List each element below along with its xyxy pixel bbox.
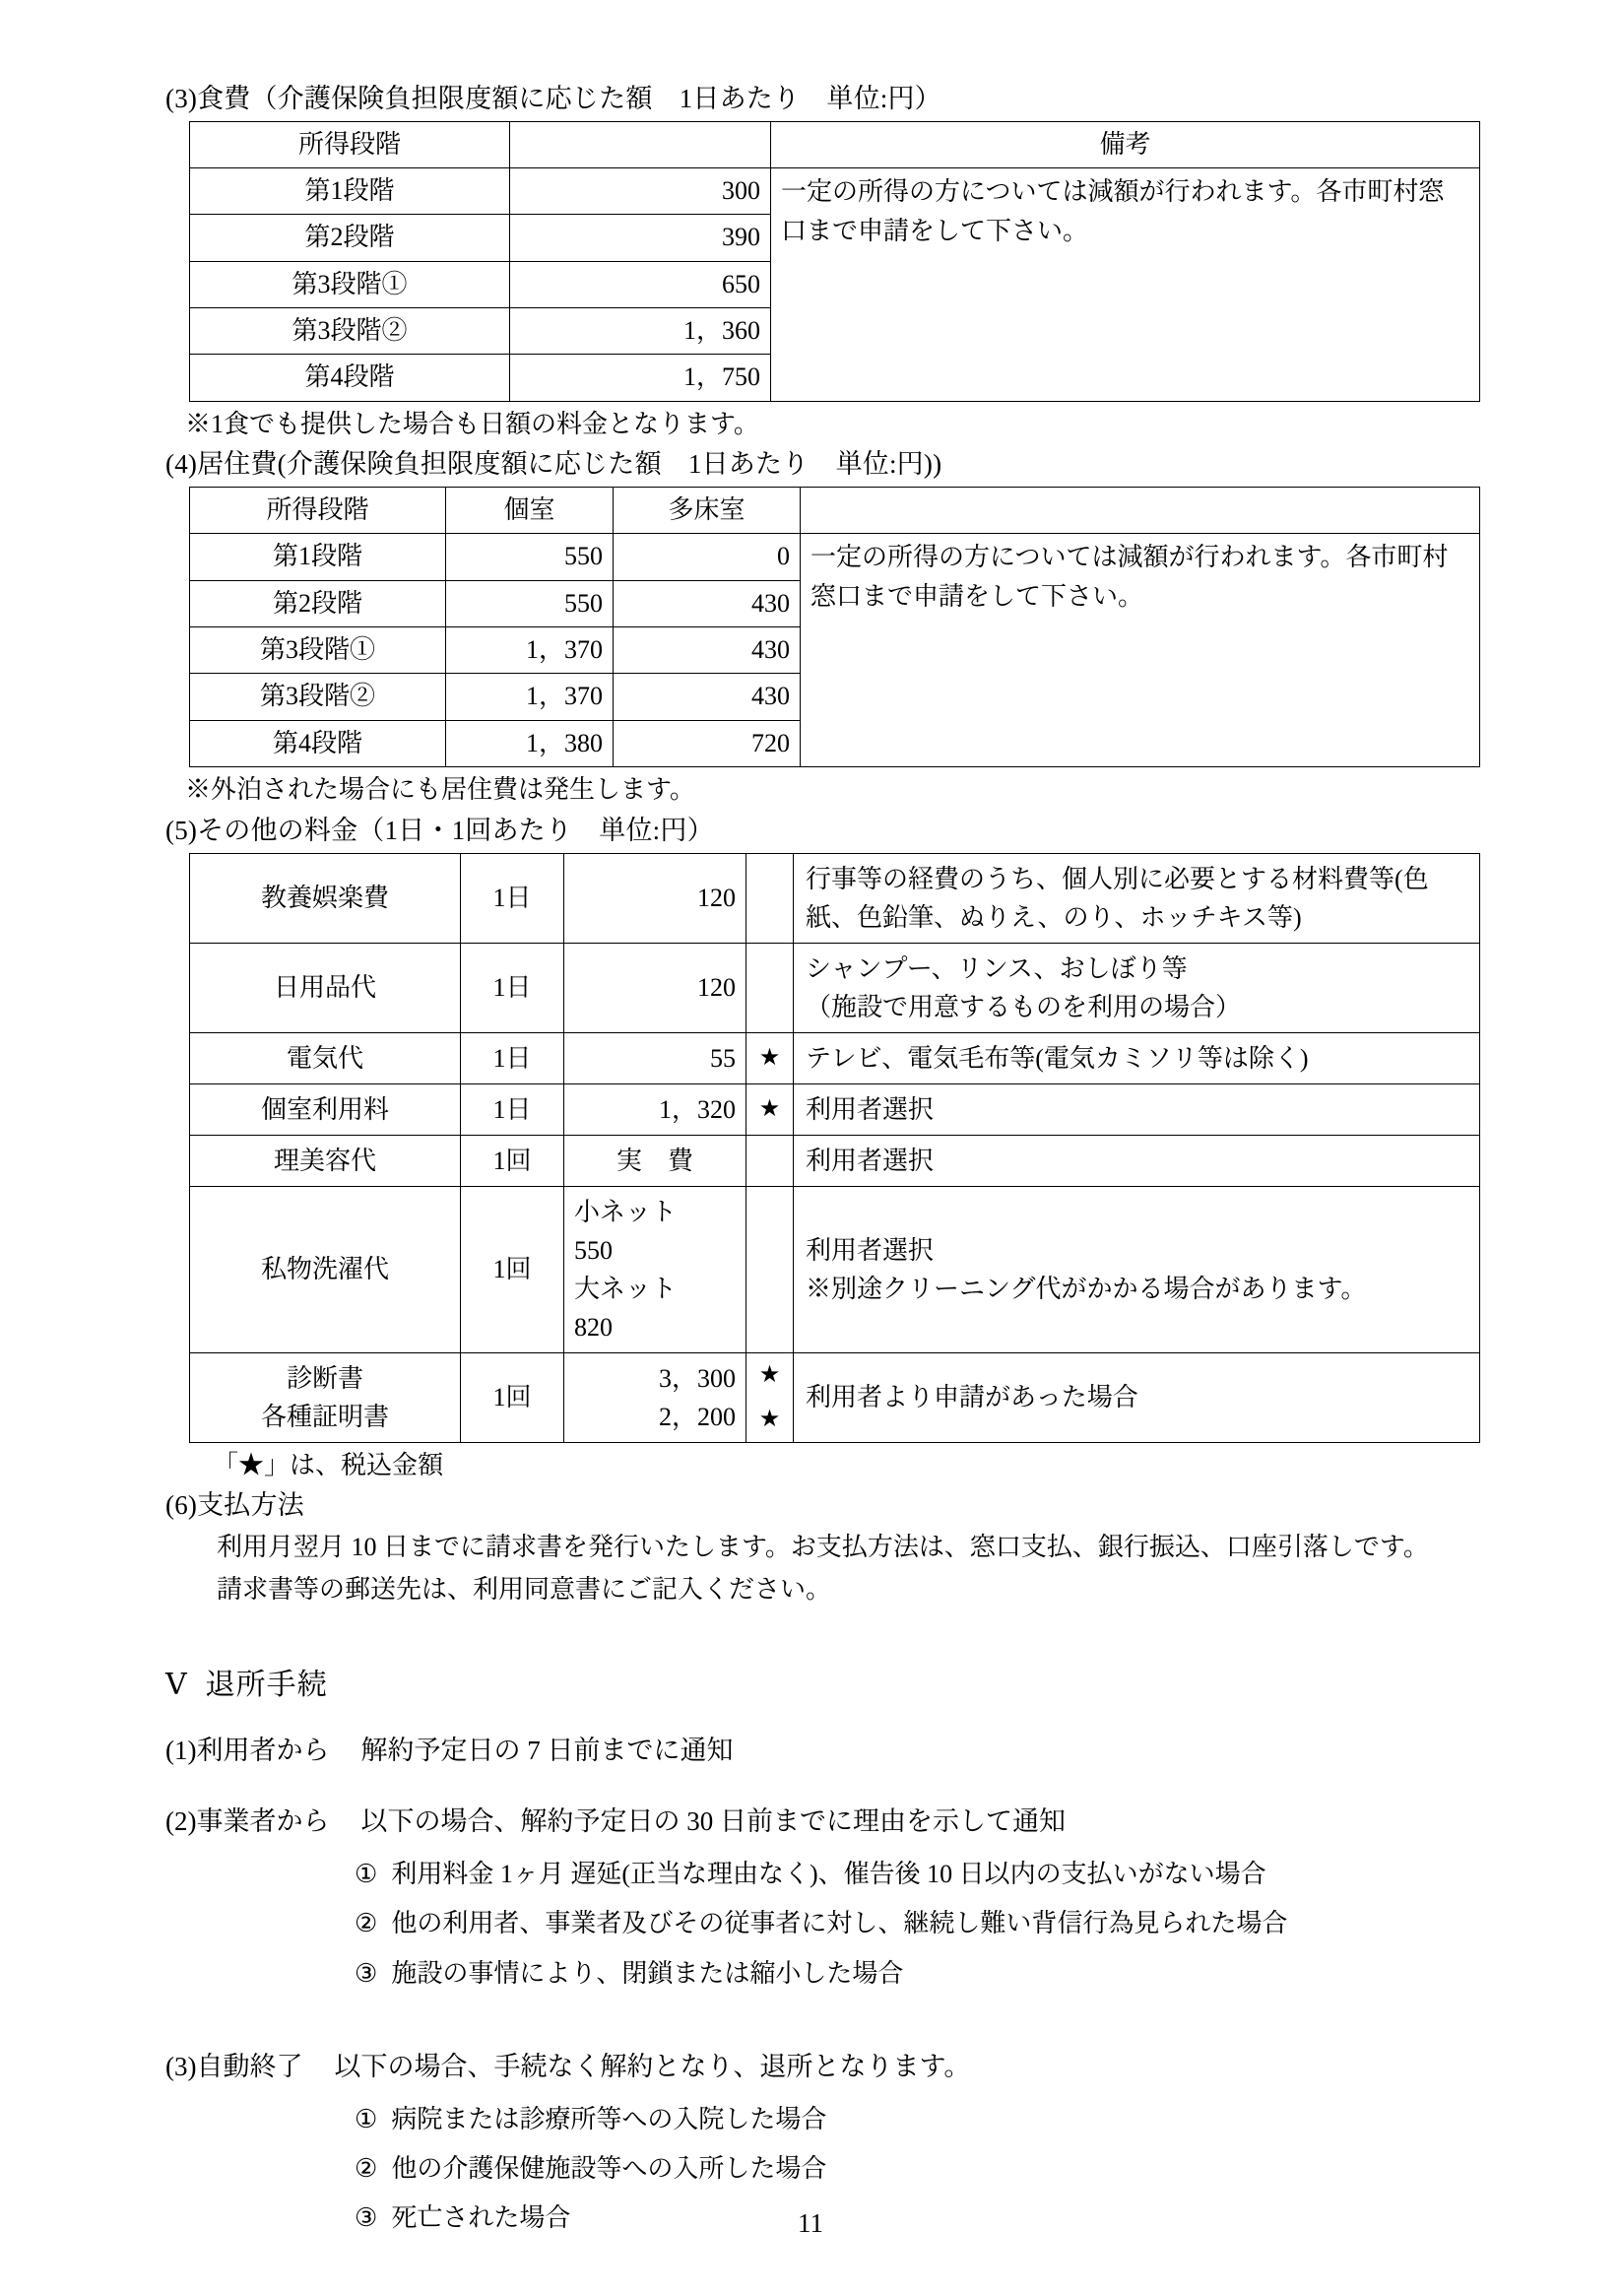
section-residence-heading: (4)居住費(介護保険負担限度額に応じた額 1日あたり 単位:円)) — [165, 449, 942, 480]
item-name: 私物洗濯代 — [190, 1186, 461, 1352]
private-room-amount: 1，380 — [446, 720, 614, 766]
description-line: 利用者選択 — [806, 1235, 935, 1265]
description-line: ※別途クリーニング代がかかる場合があります。 — [806, 1274, 1367, 1303]
column-header-private-room: 個室 — [446, 488, 614, 534]
item-name: 診断書 — [190, 1352, 461, 1398]
table-row-laundry — [190, 1186, 1480, 1352]
table-row — [190, 1083, 1480, 1135]
item-unit: 1日 — [461, 943, 564, 1032]
other-footnote: 「★」は、税込金額 — [213, 1450, 444, 1479]
column-header-income-stage: 所得段階 — [190, 121, 510, 167]
column-header-income-stage: 所得段階 — [190, 488, 446, 534]
item-description — [794, 1186, 1480, 1352]
item-description — [794, 853, 1480, 943]
discharge-from-provider-text: 以下の場合、解約予定日の 30 日前までに理由を示して通知 — [360, 1805, 1066, 1836]
discharge-section-title — [165, 1660, 1493, 1703]
amount: 1，750 — [510, 355, 771, 401]
residence-fee-table — [189, 487, 1480, 767]
item-amount: 3，300 — [564, 1352, 746, 1398]
item-name: 日用品代 — [190, 943, 461, 1032]
column-header-shared-room: 多床室 — [614, 488, 801, 534]
column-header-amount — [510, 121, 771, 167]
column-header-remarks: 備考 — [771, 121, 1480, 167]
item-name: 理美容代 — [190, 1135, 461, 1186]
section-title-text: 退所手続 — [205, 1669, 328, 1702]
income-stage: 第3段階② — [190, 308, 510, 355]
shared-room-amount: 430 — [614, 580, 801, 626]
description-line: 行事等の経費のうち、個人別に必要とする材料費等(色 — [806, 864, 1429, 893]
item-name: 各種証明書 — [190, 1398, 461, 1443]
shared-room-amount: 430 — [614, 627, 801, 674]
payment-line-1: 利用月翌月 10 日までに請求書を発行いたします。お支払方法は、窓口支払、銀行振込、口座引落しです。 — [217, 1533, 1429, 1562]
list-item-text: 他の利用者、事業者及びその従事者に対し、継続し難い背信行為見られた場合 — [391, 1909, 1288, 1938]
tax-included-star: ★ — [746, 1083, 794, 1135]
list-item-text: 施設の事情により、閉鎖または縮小した場合 — [391, 1958, 904, 1988]
list-item — [355, 1906, 1493, 1941]
list-item-text: 他の介護保健施設等への入所した場合 — [391, 2154, 827, 2184]
item-description: 利用者選択 — [794, 1083, 1480, 1135]
table-row — [190, 534, 1480, 580]
discharge-from-provider — [165, 1804, 1493, 1841]
item-unit: 1回 — [461, 1352, 564, 1442]
table-row — [190, 1135, 1480, 1186]
discharge-auto-termination — [165, 2049, 1493, 2086]
item-amount: 120 — [564, 853, 746, 943]
item-unit: 1回 — [461, 1135, 564, 1186]
description-line: （施設で用意するものを利用の場合） — [806, 992, 1242, 1021]
amount-line: 小ネット 550 — [574, 1197, 703, 1265]
section-food-heading: (3)食費（介護保険負担限度額に応じた額 1日あたり 単位:円） — [165, 84, 941, 113]
shared-room-amount: 720 — [614, 720, 801, 766]
income-stage: 第1段階 — [190, 168, 510, 215]
item-amount: 120 — [564, 943, 746, 1032]
income-stage: 第2段階 — [190, 215, 510, 261]
item-unit: 1日 — [461, 1032, 564, 1083]
tax-included-star — [746, 943, 794, 1032]
amount: 300 — [510, 168, 771, 215]
auto-termination-text: 以下の場合、手続なく解約となり、退所となります。 — [334, 2051, 971, 2081]
discharge-from-user — [165, 1733, 1493, 1770]
income-stage: 第4段階 — [190, 720, 446, 766]
list-item-text: 病院または診療所等への入院した場合 — [391, 2104, 827, 2133]
discharge-from-user-label: (1)利用者から — [165, 1736, 330, 1766]
residence-footnote: ※外泊された場合にも居住費は発生します。 — [185, 775, 695, 805]
table-row-certificate — [190, 1352, 1480, 1398]
section-numeral: Ⅴ — [165, 1669, 188, 1702]
item-description: 利用者選択 — [794, 1135, 1480, 1186]
item-amount: 1，320 — [564, 1083, 746, 1135]
item-unit: 1日 — [461, 853, 564, 943]
shared-room-amount: 430 — [614, 674, 801, 720]
list-item — [355, 2102, 1493, 2137]
page-number: 11 — [798, 2208, 823, 2238]
description-line: シャンプー、リンス、おしぼり等 — [806, 953, 1188, 983]
list-marker: ③ — [355, 2203, 378, 2233]
list-item — [355, 2151, 1493, 2187]
list-item — [355, 1857, 1493, 1892]
food-fee-table — [189, 121, 1480, 402]
private-room-amount: 1，370 — [446, 627, 614, 674]
amount: 650 — [510, 261, 771, 307]
table-row — [190, 853, 1480, 943]
item-unit: 1回 — [461, 1186, 564, 1352]
item-unit: 1日 — [461, 1083, 564, 1135]
payment-line-2: 請求書等の郵送先は、利用同意書にご記入ください。 — [217, 1575, 832, 1605]
remarks-cell: 一定の所得の方については減額が行われます。各市町村窓口まで申請をして下さい。 — [801, 534, 1480, 767]
discharge-from-provider-label: (2)事業者から — [165, 1805, 330, 1836]
table-row — [190, 943, 1480, 1032]
list-marker: ① — [355, 2104, 378, 2133]
item-amount: 55 — [564, 1032, 746, 1083]
tax-included-star: ★ — [746, 1032, 794, 1083]
private-room-amount: 550 — [446, 580, 614, 626]
table-header-row — [190, 121, 1480, 167]
list-item-text: 利用料金 1ヶ月 遅延(正当な理由なく)、催告後 10 日以内の支払いがない場合 — [391, 1859, 1266, 1888]
income-stage: 第3段階② — [190, 674, 446, 720]
spacer — [165, 2005, 1493, 2049]
income-stage: 第3段階① — [190, 261, 510, 307]
item-name: 教養娯楽費 — [190, 853, 461, 943]
section-other-heading: (5)その他の料金（1日・1回あたり 単位:円） — [165, 815, 714, 845]
item-description — [794, 943, 1480, 1032]
item-name: 電気代 — [190, 1032, 461, 1083]
item-amount — [564, 1186, 746, 1352]
income-stage: 第4段階 — [190, 355, 510, 401]
income-stage: 第3段階① — [190, 627, 446, 674]
discharge-from-user-text: 解約予定日の 7 日前までに通知 — [360, 1736, 734, 1766]
amount: 1，360 — [510, 308, 771, 355]
other-fee-table — [189, 853, 1480, 1443]
remarks-cell: 一定の所得の方については減額が行われます。各市町村窓口まで申請をして下さい。 — [771, 168, 1480, 402]
private-room-amount: 1，370 — [446, 674, 614, 720]
description-line: 紙、色鉛筆、ぬりえ、のり、ホッチキス等) — [806, 902, 1302, 932]
list-item-text: 死亡された場合 — [391, 2203, 571, 2233]
item-description: 利用者より申請があった場合 — [794, 1352, 1480, 1442]
tax-included-star — [746, 1135, 794, 1186]
shared-room-amount: 0 — [614, 534, 801, 580]
income-stage: 第1段階 — [190, 534, 446, 580]
table-row — [190, 168, 1480, 215]
item-description: テレビ、電気毛布等(電気カミソリ等は除く) — [794, 1032, 1480, 1083]
amount-line: 大ネット 820 — [574, 1274, 703, 1342]
list-item — [355, 1956, 1493, 1992]
tax-included-star — [746, 1186, 794, 1352]
tax-included-star: ★ — [746, 1352, 794, 1398]
item-amount: 2，200 — [564, 1398, 746, 1443]
list-marker: ② — [355, 2154, 378, 2184]
column-header-remarks — [801, 488, 1480, 534]
tax-included-star — [746, 853, 794, 943]
item-amount: 実 費 — [564, 1135, 746, 1186]
food-footnote: ※1食でも提供した場合も日額の料金となります。 — [185, 409, 759, 438]
table-header-row — [190, 488, 1480, 534]
tax-included-star: ★ — [746, 1398, 794, 1443]
list-marker: ② — [355, 1909, 378, 1938]
table-row — [190, 1032, 1480, 1083]
private-room-amount: 550 — [446, 534, 614, 580]
amount: 390 — [510, 215, 771, 261]
income-stage: 第2段階 — [190, 580, 446, 626]
list-marker: ① — [355, 1859, 378, 1888]
item-name: 個室利用料 — [190, 1083, 461, 1135]
auto-termination-label: (3)自動終了 — [165, 2051, 303, 2081]
list-marker: ③ — [355, 1958, 378, 1988]
section-payment-heading: (6)支払方法 — [165, 1490, 304, 1521]
